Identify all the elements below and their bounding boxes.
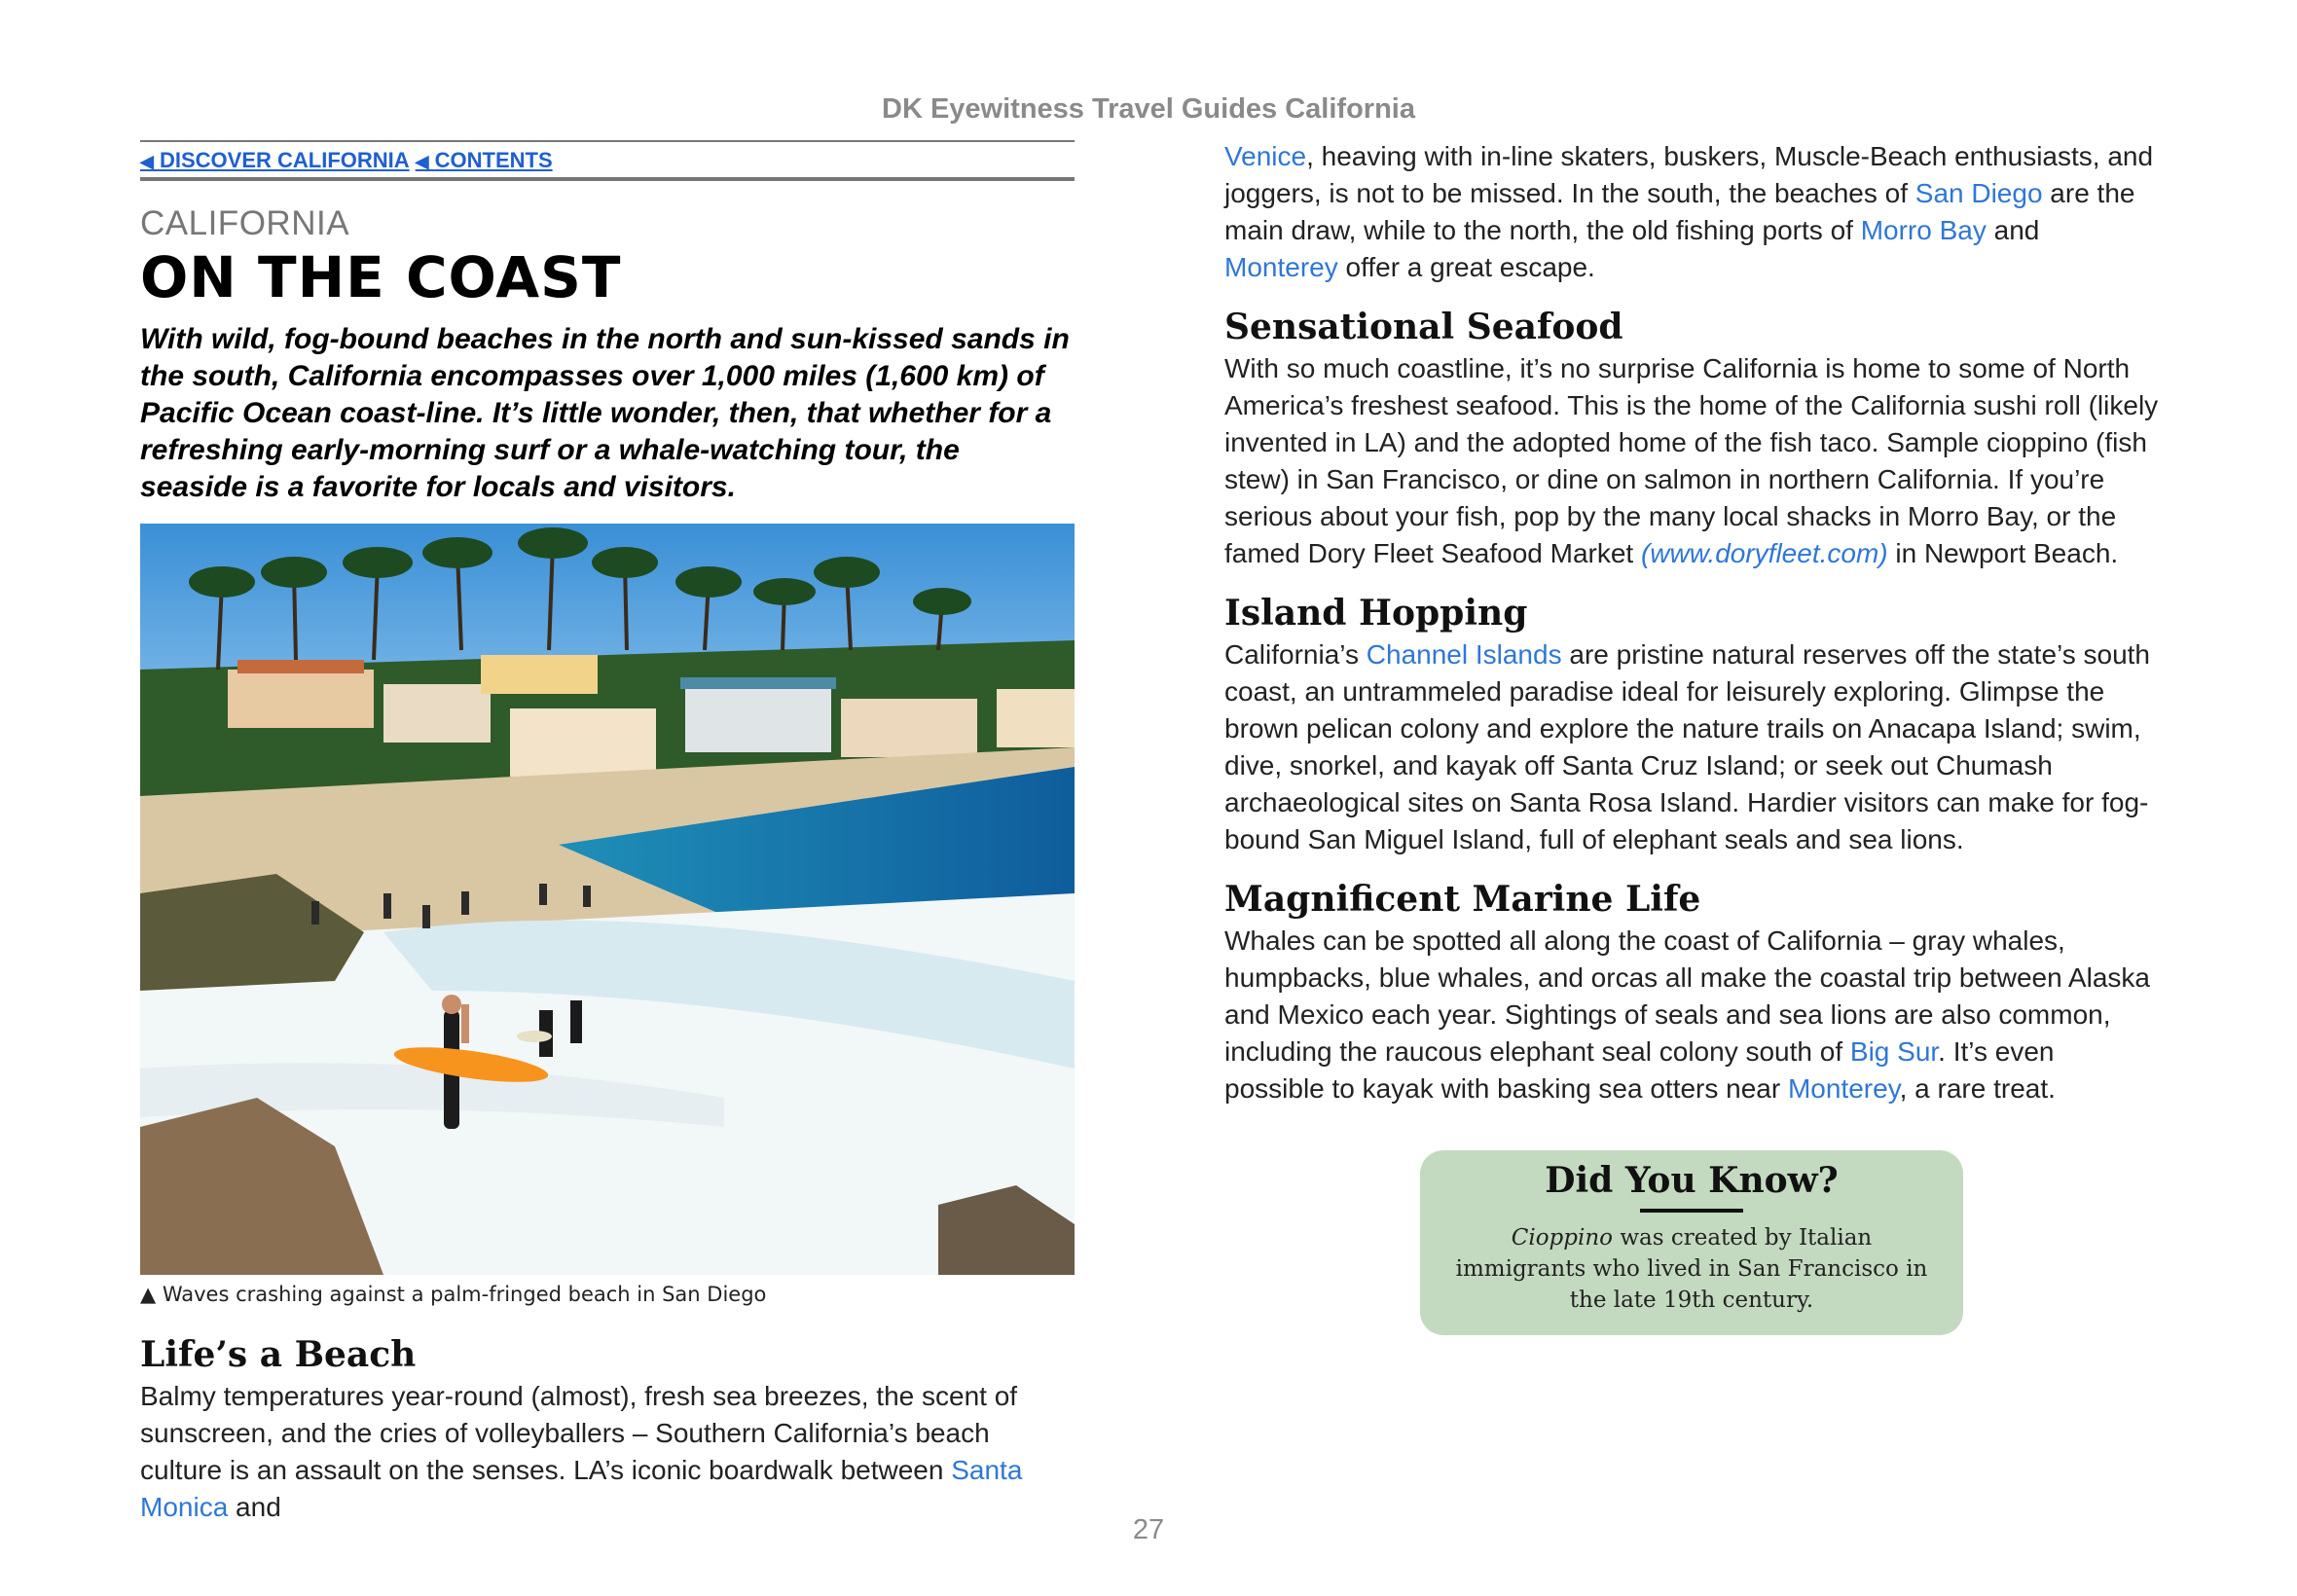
navigation-bar (140, 140, 1075, 181)
text-span: are pristine natural reserves off the state’s south coast, an untrammeled paradise ideal for leisurely exploring. Glimpse the brown pelican colony and explore the nature trails on Anacapa Island; swim, dive, snorkel, and kayak off Santa Cruz Island; or seek out Chumash archaeological sites on Santa Rosa Island. Hardier visitors can make for fog-bound San Miguel Island, full of elephant seals and sea lions. (1224, 639, 2150, 854)
paragraph-marine (1224, 923, 2159, 1107)
big-sur-link[interactable]: Big Sur (1849, 1036, 1939, 1067)
callout-text (1447, 1222, 1936, 1316)
photo-caption: ▲ Waves crashing against a palm-fringed beach in San Diego (140, 1283, 767, 1306)
text-span: offer a great escape. (1337, 252, 1595, 282)
did-you-know-callout (1420, 1150, 1963, 1335)
back-arrow-icon: ◀ (140, 152, 154, 171)
channel-islands-link[interactable]: Channel Islands (1366, 639, 1562, 670)
text-span: are the main draw, while to the north, the old fishing ports of (1224, 178, 2135, 245)
page-number: 27 (1132, 1514, 1165, 1545)
paragraph-islands (1224, 636, 2159, 858)
callout-heading: Did You Know? (1545, 1160, 1839, 1201)
text-span: and (228, 1492, 281, 1522)
contents-label: CONTENTS (434, 148, 553, 172)
callout-divider (1640, 1209, 1743, 1213)
text-span: With so much coastline, it’s no surprise California is home to some of North America’s freshest seafood. This is the home of the California sushi roll (likely invented in LA) and the adopted home of the fish taco. Sample cioppino (fish stew) in San Francisco, or dine on salmon in northern California. If you’re serious about your fish, pop by the many local shacks in Morro Bay, or the famed Dory Fleet Seafood Market (1224, 353, 2159, 568)
back-arrow-icon: ◀ (415, 152, 429, 171)
paragraph-life-beach-1 (140, 1378, 1075, 1526)
doryfleet-link[interactable]: (www.doryfleet.com) (1640, 538, 1888, 568)
discover-california-label: DISCOVER CALIFORNIA (159, 148, 410, 172)
text-span: , heaving with in-line skaters, buskers, Muscle-Beach enthusiasts, and joggers, is not to be missed. In the south, the beaches of (1224, 141, 2154, 208)
text-span: was created by Italian immigrants who lived in San Francisco in the late 19th century. (1455, 1225, 1928, 1313)
section-heading-marine: Magnificent Marine Life (1224, 879, 1701, 920)
santa-monica-link[interactable]: Santa Monica (140, 1455, 1023, 1522)
right-column (1224, 138, 2159, 1107)
page-title: ON THE COAST (140, 244, 622, 310)
paragraph-seafood (1224, 350, 2159, 572)
text-span: , a rare treat. (1899, 1073, 2056, 1104)
text-span: . It’s even possible to kayak with basking sea otters near (1224, 1036, 2055, 1104)
text-span: in Newport Beach. (1887, 538, 2119, 568)
text-span: Whales can be spotted all along the coast of California – gray whales, humpbacks, blue whales, and orcas all make the coastal trip between Alaska and Mexico each year. Sightings of seals and sea lions are also common, including the raucous elephant seal colony south of (1224, 925, 2150, 1067)
contents-link[interactable] (416, 148, 553, 172)
section-heading-islands: Island Hopping (1224, 593, 1528, 634)
venice-link[interactable]: Venice (1224, 141, 1307, 171)
section-heading-seafood: Sensational Seafood (1224, 307, 1623, 347)
book-title: DK Eyewitness Travel Guides California (882, 93, 1415, 125)
callout-emphasis: Cioppino (1511, 1225, 1614, 1251)
section-heading-life-beach: Life’s a Beach (140, 1334, 417, 1375)
text-span: Balmy temperatures year-round (almost), fresh sea breezes, the scent of sunscreen, and the cries of volleyballers – Southern California’s beach culture is an assault on the senses. LA’s iconic boardwalk between (140, 1381, 1018, 1485)
section-kicker: CALIFORNIA (140, 204, 350, 242)
paragraph-life-beach-2 (1224, 138, 2159, 286)
left-column (140, 140, 1075, 1526)
discover-california-link[interactable] (140, 148, 410, 172)
monterey-link-2[interactable]: Monterey (1787, 1073, 1900, 1104)
san-diego-link[interactable]: San Diego (1914, 178, 2043, 208)
monterey-link[interactable]: Monterey (1224, 252, 1338, 282)
morro-bay-link[interactable]: Morro Bay (1860, 215, 1987, 245)
intro-paragraph: With wild, fog-bound beaches in the north and sun-kissed sands in the south, California encompasses over 1,000 miles (1,600 km) of Pacific Ocean coast-line. It’s little wonder, then, that whether for a refreshing early-morning surf or a whale-watching tour, the seaside is a favorite for locals and visitors. (140, 323, 1070, 503)
text-span: and (1986, 215, 2040, 245)
text-span: California’s (1224, 639, 1367, 670)
beach-photo (140, 524, 1075, 1275)
